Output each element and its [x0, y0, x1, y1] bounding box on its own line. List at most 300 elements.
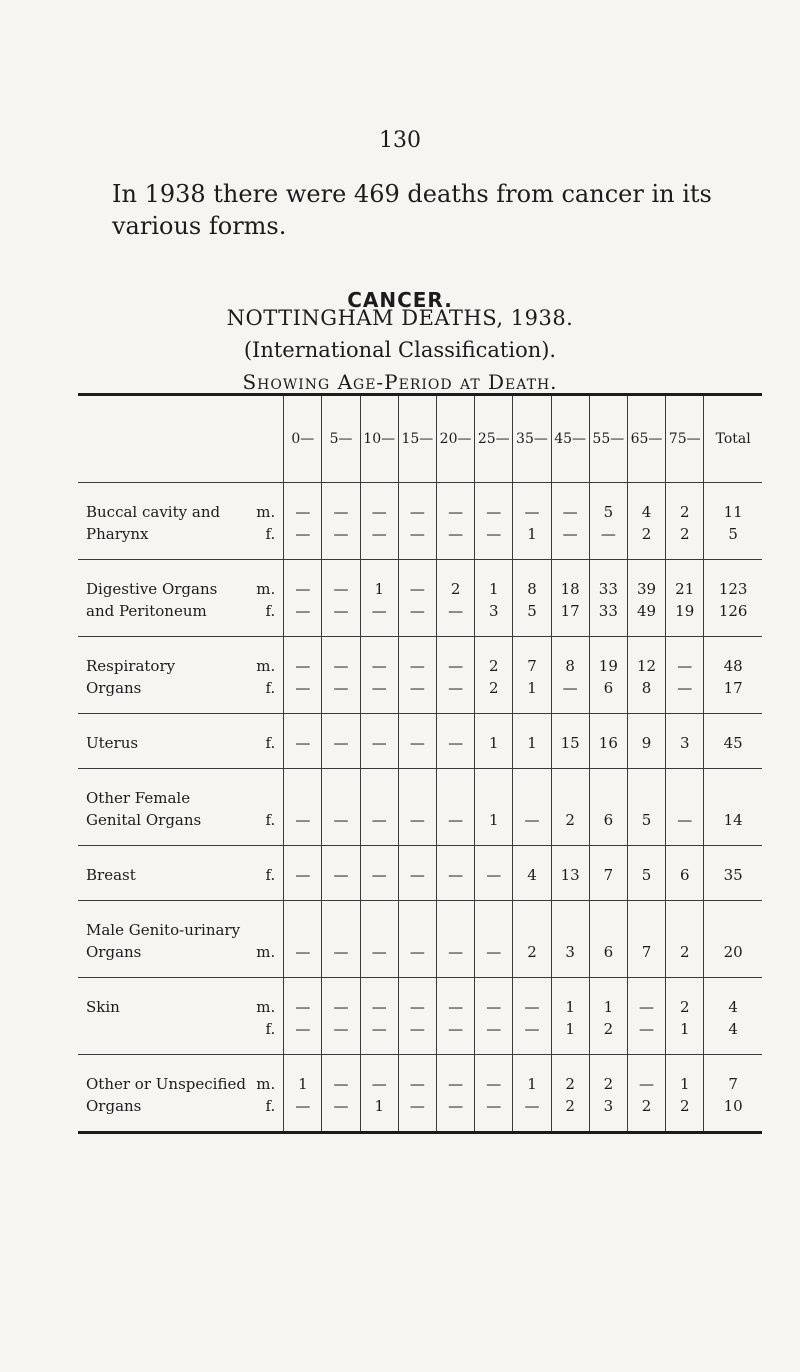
header-age-25: 25— — [475, 396, 513, 483]
table-cell — [322, 978, 360, 1055]
table-cell — [589, 901, 627, 978]
cell-value: 1 — [489, 811, 499, 829]
table-cell — [437, 483, 475, 560]
cell-value: 16 — [598, 734, 618, 752]
cell-value: — — [409, 811, 425, 829]
cell-value: — — [448, 734, 464, 752]
row-sex — [275, 919, 277, 941]
cell-value: 4 — [728, 1020, 738, 1038]
total-cell — [704, 637, 762, 714]
cell-value: 49 — [636, 602, 657, 620]
header-age-35: 35— — [513, 396, 551, 483]
cell-value: 33 — [598, 580, 618, 598]
row-label-line — [86, 1073, 277, 1095]
cell-value: 39 — [636, 580, 657, 598]
row-label-line — [86, 501, 277, 523]
cell-value: — — [486, 998, 502, 1016]
cell-value: — — [448, 811, 464, 829]
row-sex: m. — [256, 1075, 276, 1093]
cell-value: 3 — [679, 734, 690, 752]
table-row — [78, 1055, 762, 1132]
cell-value: 2 — [679, 998, 690, 1016]
table-cell — [475, 714, 513, 769]
cell-value: — — [562, 525, 578, 543]
row-label-line — [86, 1018, 277, 1040]
table-cell — [398, 637, 436, 714]
table-cell — [284, 769, 322, 846]
table-cell — [437, 769, 475, 846]
cell-value: 2 — [641, 525, 652, 543]
cell-value: — — [409, 1020, 425, 1038]
table-cell — [284, 560, 322, 637]
cell-value — [513, 919, 550, 941]
section-heading: CANCER. — [347, 288, 453, 312]
table-cell — [627, 714, 665, 769]
table-row — [78, 560, 762, 637]
cell-value: 35 — [723, 866, 743, 884]
cell-value: 1 — [527, 679, 537, 697]
table-cell — [475, 769, 513, 846]
cell-value: — — [371, 602, 387, 620]
table-cell — [284, 901, 322, 978]
table-cell — [437, 978, 475, 1055]
cell-value: 6 — [679, 866, 690, 884]
cell-value: — — [409, 943, 425, 961]
row-label-line — [86, 787, 277, 809]
table-caption: Showing Age-Period at Death. — [242, 370, 558, 394]
table-cell — [360, 769, 398, 846]
cell-value: 2 — [641, 1097, 652, 1115]
row-label-line — [86, 941, 277, 963]
total-cell — [704, 769, 762, 846]
header-age-10: 10— — [360, 396, 398, 483]
cell-value: — — [486, 866, 502, 884]
cell-value: — — [371, 1075, 387, 1093]
cell-value: — — [486, 1097, 502, 1115]
row-sex: m. — [256, 943, 276, 961]
cell-value: 2 — [603, 1075, 614, 1093]
cell-value: 6 — [603, 943, 614, 961]
row-label-line — [86, 523, 277, 545]
table-cell — [437, 1055, 475, 1132]
table-cell — [589, 846, 627, 901]
cell-value: — — [333, 525, 349, 543]
cell-value — [704, 787, 762, 809]
table-cell — [589, 769, 627, 846]
cell-value: — — [371, 998, 387, 1016]
row-sex: m. — [256, 503, 276, 521]
cell-value: — — [333, 734, 349, 752]
cell-value: — — [409, 657, 425, 675]
row-label-text: and Peritoneum — [86, 602, 207, 620]
row-sex: f. — [265, 602, 276, 620]
cell-value: — — [448, 657, 464, 675]
cell-value: — — [677, 811, 693, 829]
cell-value: — — [333, 811, 349, 829]
table-subtitle: (International Classification). — [243, 338, 557, 362]
cell-value: — — [524, 503, 540, 521]
cell-value: 1 — [374, 580, 384, 598]
row-sex: f. — [265, 811, 276, 829]
cell-value: — — [333, 1020, 349, 1038]
row-label — [78, 714, 284, 769]
total-cell — [704, 483, 762, 560]
table-cell — [437, 846, 475, 901]
table-row — [78, 978, 762, 1055]
table-cell — [589, 637, 627, 714]
cell-value: — — [562, 679, 578, 697]
cell-value: 1 — [374, 1097, 384, 1115]
row-label-text: Respiratory — [86, 657, 176, 675]
table-cell — [627, 560, 665, 637]
table-cell — [398, 483, 436, 560]
cell-value — [361, 919, 398, 941]
table-cell — [284, 483, 322, 560]
cell-value: — — [333, 657, 349, 675]
cell-value: — — [409, 734, 425, 752]
cell-value: 7 — [603, 866, 614, 884]
cell-value: 2 — [527, 943, 537, 961]
cell-value: — — [295, 998, 311, 1016]
cell-value: — — [486, 503, 502, 521]
table-cell — [284, 637, 322, 714]
cell-value: 20 — [723, 943, 743, 961]
cell-value: 1 — [679, 1075, 690, 1093]
cell-value: 7 — [641, 943, 652, 961]
cell-value — [704, 919, 762, 941]
cell-value: — — [409, 580, 425, 598]
row-sex: m. — [256, 657, 276, 675]
cell-value: — — [333, 1075, 349, 1093]
cell-value: — — [295, 679, 311, 697]
table-row — [78, 714, 762, 769]
row-label-text: Digestive Organs — [86, 580, 218, 598]
header-blank — [78, 396, 284, 483]
table-cell — [551, 560, 589, 637]
cell-value: — — [333, 1097, 349, 1115]
cell-value: — — [295, 811, 311, 829]
cell-value: — — [448, 602, 464, 620]
table-title: NOTTINGHAM DEATHS, 1938. — [226, 306, 574, 330]
cell-value: — — [295, 602, 311, 620]
cell-value: 5 — [527, 602, 537, 620]
cell-value — [666, 919, 703, 941]
cell-value: — — [371, 943, 387, 961]
cell-value: — — [562, 503, 578, 521]
cell-value: 15 — [560, 734, 580, 752]
table-cell — [437, 560, 475, 637]
table-cell — [437, 714, 475, 769]
table-cell — [513, 978, 551, 1055]
cell-value: — — [524, 998, 540, 1016]
row-label-line — [86, 655, 277, 677]
header-age-65: 65— — [627, 396, 665, 483]
cell-value: 2 — [679, 1097, 690, 1115]
cell-value: 4 — [641, 503, 652, 521]
table-cell — [322, 846, 360, 901]
cell-value: — — [371, 734, 387, 752]
row-label-text: Other or Unspecified — [86, 1075, 246, 1093]
table-cell — [627, 846, 665, 901]
cell-value: — — [524, 811, 540, 829]
row-label — [78, 846, 284, 901]
total-cell — [704, 901, 762, 978]
table-cell — [666, 978, 704, 1055]
cell-value: 2 — [679, 503, 690, 521]
row-label-text: Genital Organs — [86, 811, 202, 829]
deaths-table — [78, 396, 762, 1131]
cell-value: 3 — [603, 1097, 614, 1115]
cell-value: 7 — [527, 657, 537, 675]
cell-value: 2 — [679, 525, 690, 543]
total-cell — [704, 846, 762, 901]
row-label-text: Skin — [86, 998, 120, 1016]
table-cell — [551, 1055, 589, 1132]
cell-value: — — [448, 679, 464, 697]
cell-value: — — [295, 503, 311, 521]
cell-value: 2 — [565, 1097, 575, 1115]
cell-value — [552, 919, 589, 941]
cell-value: — — [295, 866, 311, 884]
cell-value: 1 — [527, 1075, 537, 1093]
cell-value: — — [448, 525, 464, 543]
cell-value: — — [371, 866, 387, 884]
cell-value: — — [677, 679, 693, 697]
table-cell — [551, 978, 589, 1055]
cell-value: — — [524, 1020, 540, 1038]
cell-value: 33 — [598, 602, 618, 620]
cell-value: 2 — [450, 580, 461, 598]
cell-value: — — [600, 525, 616, 543]
total-cell — [704, 560, 762, 637]
row-label-text: Buccal cavity and — [86, 503, 221, 521]
header-age-20: 20— — [437, 396, 475, 483]
deaths-table-frame — [78, 393, 762, 1134]
header-row — [78, 396, 762, 483]
cell-value: — — [409, 1075, 425, 1093]
table-row — [78, 846, 762, 901]
cell-value: — — [409, 525, 425, 543]
cell-value: — — [333, 943, 349, 961]
cell-value: — — [486, 943, 502, 961]
cell-value: — — [524, 1097, 540, 1115]
table-cell — [589, 978, 627, 1055]
cell-value: 11 — [723, 503, 743, 521]
cell-value: 5 — [641, 866, 652, 884]
row-sex: f. — [265, 734, 276, 752]
table-cell — [360, 846, 398, 901]
cell-value — [590, 919, 627, 941]
row-sex: f. — [265, 866, 276, 884]
cell-value: 8 — [641, 679, 652, 697]
table-cell — [513, 901, 551, 978]
cell-value: — — [409, 602, 425, 620]
cell-value: 4 — [728, 998, 738, 1016]
table-cell — [475, 846, 513, 901]
cell-value: 2 — [565, 811, 575, 829]
row-label — [78, 978, 284, 1055]
table-cell — [475, 901, 513, 978]
cell-value: 2 — [565, 1075, 575, 1093]
row-label-text: Organs — [86, 679, 142, 697]
table-cell — [322, 637, 360, 714]
cell-value: 2 — [489, 679, 499, 697]
cell-value: — — [333, 503, 349, 521]
table-cell — [322, 483, 360, 560]
cell-value: 1 — [489, 580, 499, 598]
total-cell — [704, 978, 762, 1055]
row-label — [78, 1055, 284, 1132]
cell-value: 1 — [679, 1020, 690, 1038]
row-label-line — [86, 732, 277, 754]
cell-value: 7 — [728, 1075, 738, 1093]
table-cell — [284, 846, 322, 901]
cell-value: — — [639, 998, 655, 1016]
cell-value: 126 — [718, 602, 748, 620]
page-number: 130 — [379, 128, 421, 153]
cell-value: 3 — [565, 943, 575, 961]
table-cell — [627, 637, 665, 714]
row-label-text: Pharynx — [86, 525, 149, 543]
table-cell — [398, 714, 436, 769]
cell-value: 17 — [723, 679, 743, 697]
cell-value: 12 — [636, 657, 657, 675]
cell-value: 1 — [527, 734, 537, 752]
cell-value — [284, 919, 321, 941]
cell-value — [475, 919, 512, 941]
cell-value — [666, 787, 703, 809]
table-cell — [475, 978, 513, 1055]
table-cell — [398, 1055, 436, 1132]
cell-value: — — [295, 1097, 311, 1115]
row-label-text: Other Female — [86, 789, 191, 807]
cell-value: — — [295, 657, 311, 675]
row-label-line — [86, 919, 277, 941]
cell-value: — — [409, 503, 425, 521]
table-cell — [513, 1055, 551, 1132]
cell-value — [513, 787, 550, 809]
cell-value: — — [371, 657, 387, 675]
header-age-55: 55— — [589, 396, 627, 483]
table-row — [78, 769, 762, 846]
row-label-line — [86, 578, 277, 600]
row-sex: f. — [265, 525, 276, 543]
cell-value: 13 — [560, 866, 580, 884]
cell-value: 10 — [723, 1097, 743, 1115]
table-cell — [284, 978, 322, 1055]
table-cell — [666, 1055, 704, 1132]
cell-value: — — [409, 866, 425, 884]
table-cell — [513, 846, 551, 901]
row-label-text: Organs — [86, 943, 142, 961]
row-label-line — [86, 1095, 277, 1117]
cell-value: 3 — [489, 602, 499, 620]
cell-value: 123 — [718, 580, 748, 598]
cell-value: 1 — [565, 998, 575, 1016]
cell-value: — — [295, 525, 311, 543]
cell-value — [590, 787, 627, 809]
cell-value: 1 — [527, 525, 537, 543]
table-cell — [398, 846, 436, 901]
table-cell — [513, 483, 551, 560]
table-cell — [513, 637, 551, 714]
cell-value: — — [371, 811, 387, 829]
cell-value: 18 — [560, 580, 580, 598]
cell-value: — — [371, 679, 387, 697]
cell-value — [322, 787, 359, 809]
table-cell — [475, 1055, 513, 1132]
table-cell — [627, 1055, 665, 1132]
cell-value — [628, 919, 665, 941]
row-sex: m. — [256, 580, 276, 598]
cell-value — [437, 919, 474, 941]
row-sex: f. — [265, 679, 276, 697]
cell-value — [284, 787, 321, 809]
table-cell — [627, 901, 665, 978]
table-cell — [437, 637, 475, 714]
row-sex: f. — [265, 1097, 276, 1115]
table-cell — [360, 637, 398, 714]
total-cell — [704, 714, 762, 769]
cell-value: — — [409, 998, 425, 1016]
cell-value: 5 — [641, 811, 652, 829]
row-label-line — [86, 600, 277, 622]
table-row — [78, 483, 762, 560]
cell-value — [399, 919, 436, 941]
cell-value: — — [639, 1075, 655, 1093]
table-cell — [666, 714, 704, 769]
table-cell — [551, 483, 589, 560]
cell-value — [475, 787, 512, 809]
table-cell — [398, 560, 436, 637]
row-label-text: Male Genito-urinary — [86, 921, 241, 939]
cell-value: 19 — [598, 657, 618, 675]
cell-value — [552, 787, 589, 809]
cell-value — [361, 787, 398, 809]
cell-value: 21 — [675, 580, 695, 598]
row-label-line — [86, 809, 277, 831]
cell-value: 2 — [489, 657, 499, 675]
table-cell — [627, 483, 665, 560]
cell-value: — — [448, 1097, 464, 1115]
intro-text: In 1938 there were 469 deaths from cancer in its various forms. — [112, 180, 712, 240]
table-cell — [666, 769, 704, 846]
cell-value: 1 — [603, 998, 614, 1016]
cell-value: 2 — [679, 943, 690, 961]
table-cell — [398, 769, 436, 846]
cell-value — [628, 787, 665, 809]
total-cell — [704, 1055, 762, 1132]
header-age-0: 0— — [284, 396, 322, 483]
table-cell — [551, 901, 589, 978]
row-label — [78, 769, 284, 846]
row-label-text: Uterus — [86, 734, 139, 752]
table-cell — [513, 560, 551, 637]
cell-value: — — [295, 943, 311, 961]
cell-value: — — [333, 866, 349, 884]
cell-value: — — [639, 1020, 655, 1038]
cell-value: — — [448, 1075, 464, 1093]
table-cell — [322, 560, 360, 637]
cell-value: — — [486, 1020, 502, 1038]
table-cell — [666, 560, 704, 637]
table-cell — [589, 1055, 627, 1132]
table-cell — [360, 714, 398, 769]
table-body — [78, 483, 762, 1132]
cell-value: — — [295, 1020, 311, 1038]
cell-value: — — [333, 602, 349, 620]
row-label — [78, 560, 284, 637]
